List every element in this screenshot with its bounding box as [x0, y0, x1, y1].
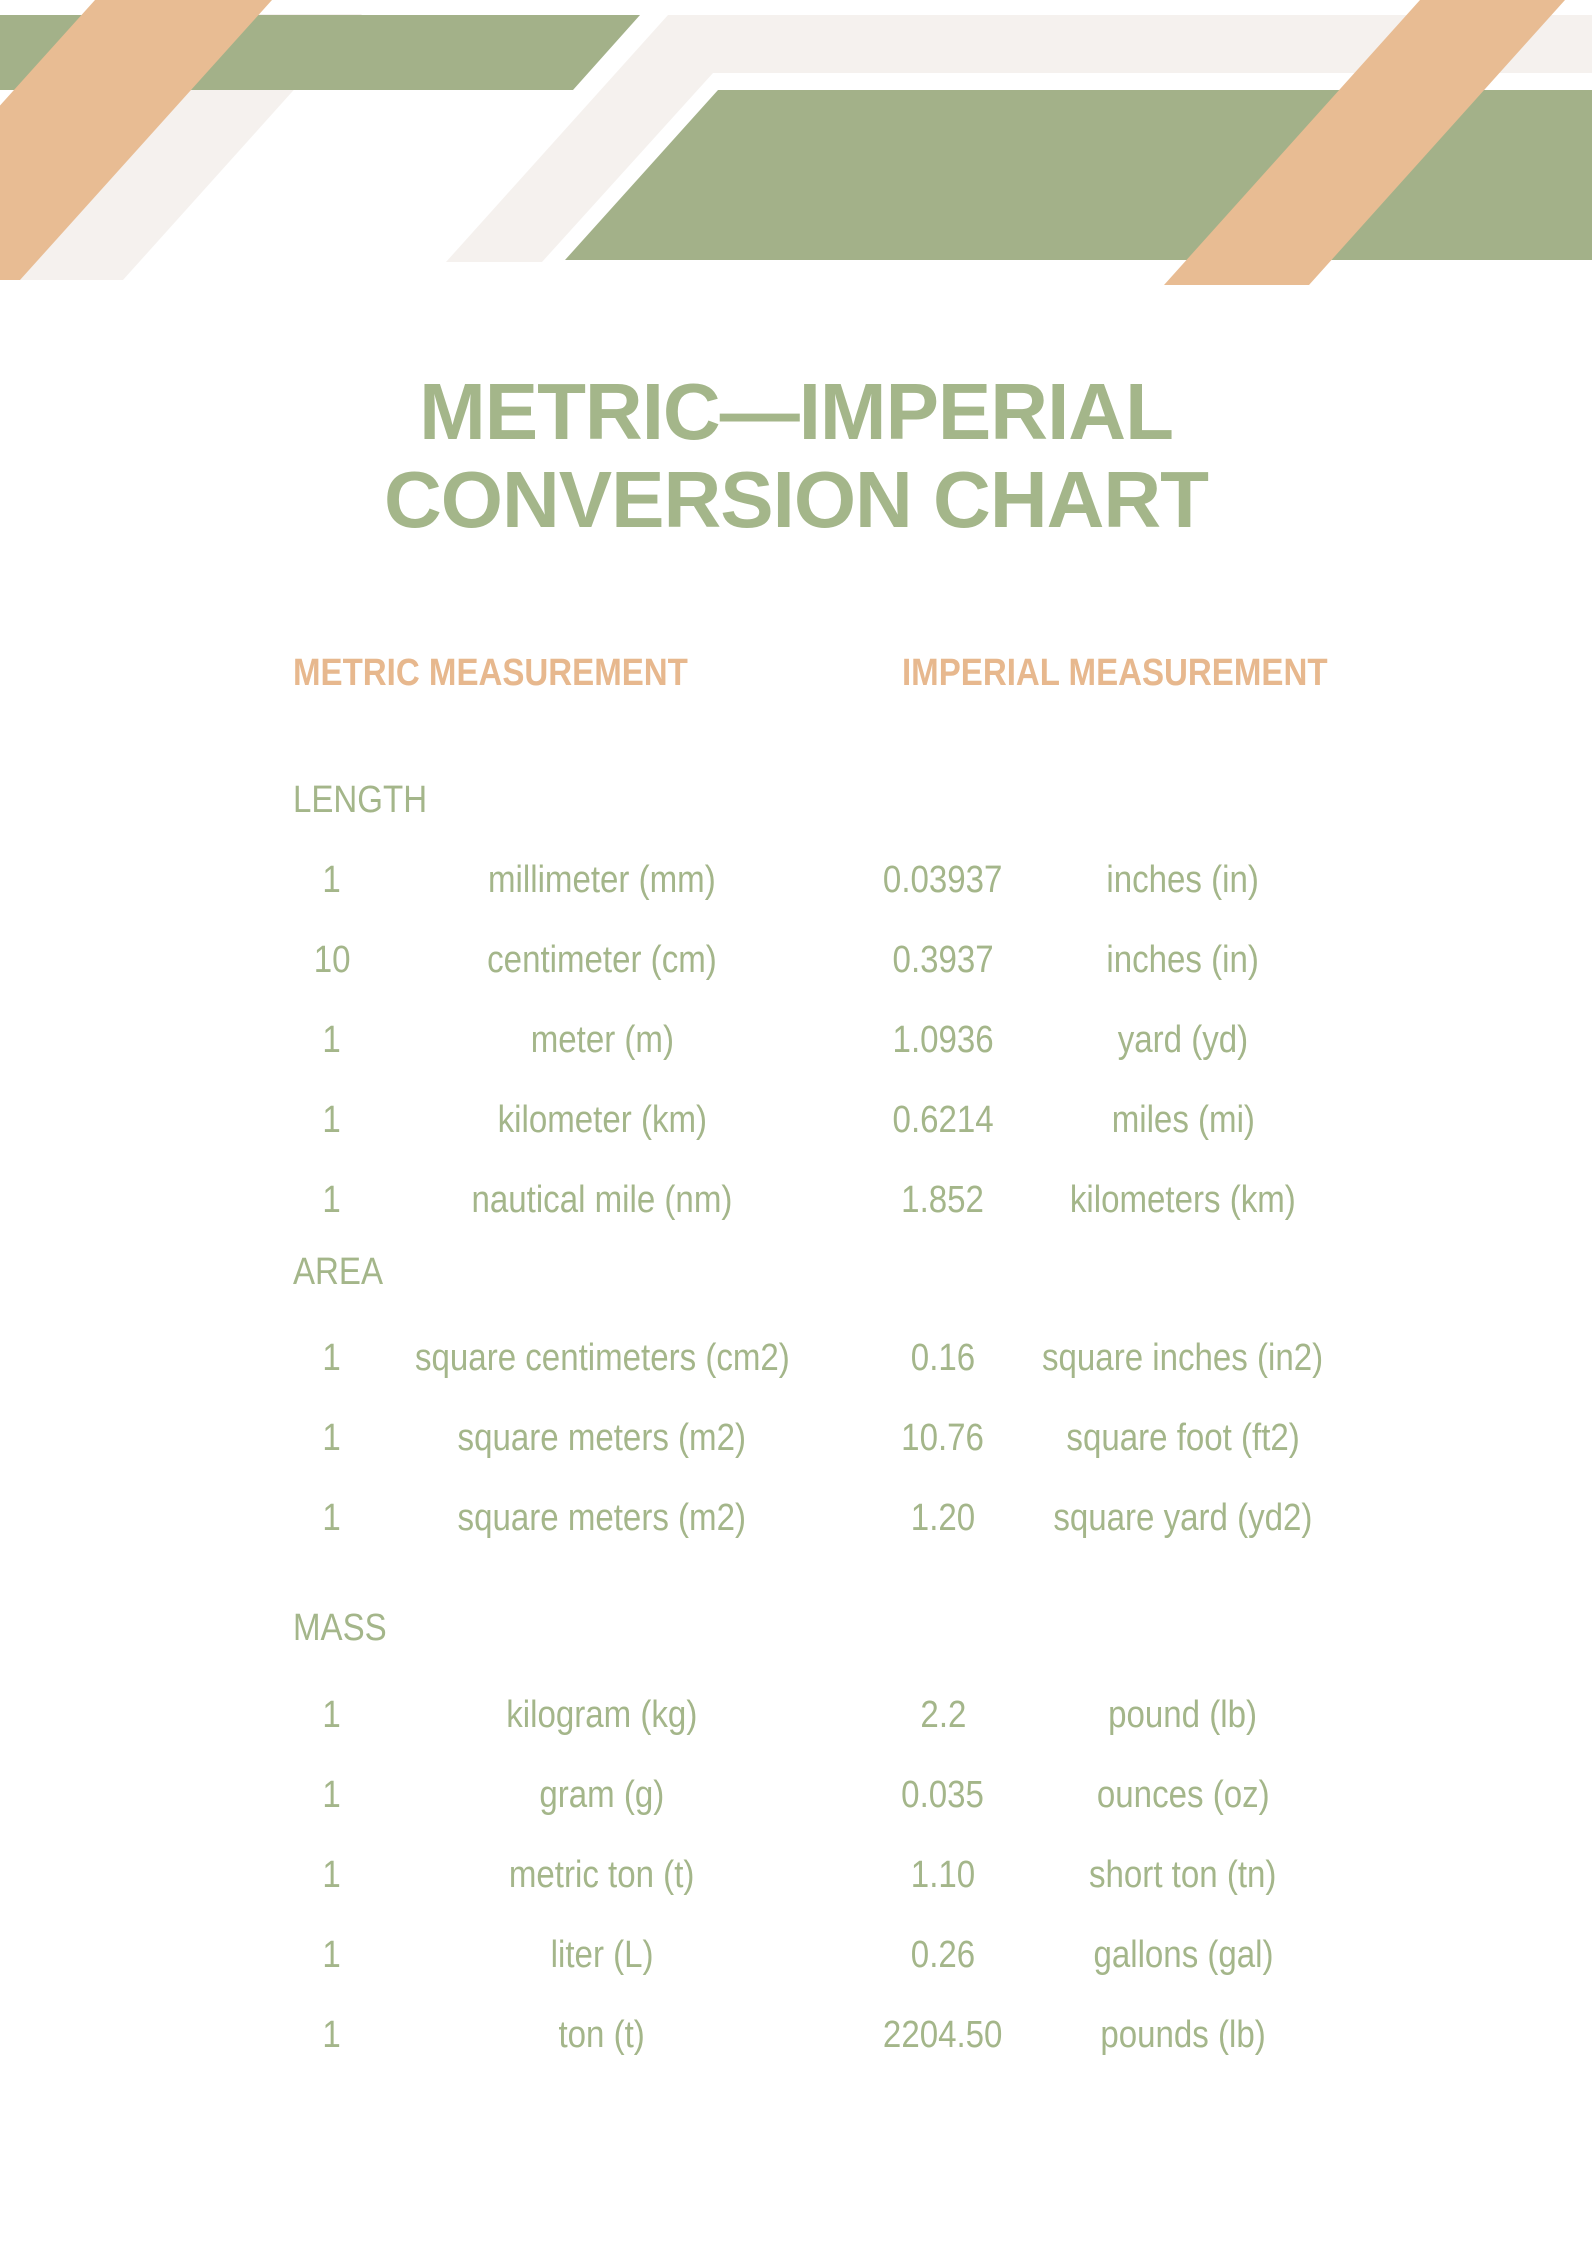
metric-unit-cell: meter (m) [530, 1019, 674, 1061]
section-label-mass: MASS [293, 1607, 387, 1649]
imperial-unit-cell: kilometers (km) [1070, 1179, 1296, 1221]
imperial-unit-cell: yard (yd) [1117, 1019, 1249, 1061]
page-title [0, 368, 1592, 544]
qty-cell: 1 [322, 1099, 342, 1141]
imperial-unit-cell: inches (in) [1106, 859, 1260, 901]
metric-unit-cell: metric ton (t) [509, 1854, 695, 1896]
section-label-length: LENGTH [293, 779, 428, 821]
metric-unit-cell: gram (g) [539, 1774, 665, 1816]
page-title-line2: CONVERSION CHART [383, 455, 1209, 544]
conversion-value-cell: 1.20 [910, 1497, 976, 1539]
imperial-unit-cell: square foot (ft2) [1066, 1417, 1300, 1459]
conversion-value-cell: 0.26 [910, 1934, 976, 1976]
metric-unit-cell: square centimeters (cm2) [414, 1337, 790, 1379]
table-row [0, 1488, 1592, 1548]
qty-cell: 1 [322, 1417, 342, 1459]
metric-unit-cell: square meters (m2) [457, 1497, 747, 1539]
metric-unit-cell: ton (t) [558, 2014, 646, 2056]
conversion-value-cell: 1.0936 [892, 1019, 994, 1061]
table-row [0, 1090, 1592, 1150]
qty-cell: 1 [322, 2014, 342, 2056]
qty-cell: 1 [322, 1854, 342, 1896]
table-row [0, 1170, 1592, 1230]
imperial-unit-cell: pound (lb) [1108, 1694, 1258, 1736]
metric-unit-cell: kilogram (kg) [506, 1694, 698, 1736]
conversion-value-cell: 0.16 [910, 1337, 976, 1379]
conversion-value-cell: 10.76 [901, 1417, 985, 1459]
conversion-value-cell: 0.6214 [892, 1099, 994, 1141]
conversion-value-cell: 1.852 [901, 1179, 985, 1221]
metric-unit-cell: kilometer (km) [497, 1099, 707, 1141]
qty-cell: 1 [322, 1497, 342, 1539]
imperial-column-header: IMPERIAL MEASUREMENT [902, 652, 1328, 694]
table-row [0, 1925, 1592, 1985]
metric-unit-cell: liter (L) [550, 1934, 654, 1976]
page-title-line1: METRIC—IMPERIAL [419, 367, 1173, 456]
qty-cell: 1 [322, 1934, 342, 1976]
table-row [0, 850, 1592, 910]
table-row [0, 1408, 1592, 1468]
conversion-value-cell: 1.10 [910, 1854, 976, 1896]
metric-unit-cell: millimeter (mm) [488, 859, 716, 901]
qty-cell: 10 [313, 939, 351, 981]
metric-unit-cell: centimeter (cm) [487, 939, 717, 981]
imperial-unit-cell: square inches (in2) [1042, 1337, 1324, 1379]
imperial-unit-cell: miles (mi) [1111, 1099, 1255, 1141]
qty-cell: 1 [322, 1774, 342, 1816]
conversion-value-cell: 0.3937 [892, 939, 994, 981]
conversion-value-cell: 0.035 [901, 1774, 985, 1816]
metric-unit-cell: square meters (m2) [457, 1417, 747, 1459]
imperial-unit-cell: ounces (oz) [1096, 1774, 1270, 1816]
table-row [0, 1685, 1592, 1745]
table-row [0, 1845, 1592, 1905]
metric-unit-cell: nautical mile (nm) [471, 1179, 733, 1221]
conversion-value-cell: 2.2 [920, 1694, 966, 1736]
imperial-unit-cell: gallons (gal) [1092, 1934, 1274, 1976]
table-row [0, 1328, 1592, 1388]
conversion-value-cell: 2204.50 [883, 2014, 1003, 2056]
imperial-unit-cell: inches (in) [1106, 939, 1260, 981]
table-row [0, 930, 1592, 990]
qty-cell: 1 [322, 1337, 342, 1379]
qty-cell: 1 [322, 859, 342, 901]
imperial-unit-cell: square yard (yd2) [1053, 1497, 1313, 1539]
section-label-area: AREA [293, 1251, 384, 1293]
qty-cell: 1 [322, 1694, 342, 1736]
decorative-banner [0, 0, 1592, 300]
table-row [0, 1765, 1592, 1825]
qty-cell: 1 [322, 1019, 342, 1061]
table-row [0, 2005, 1592, 2065]
table-row [0, 1010, 1592, 1070]
imperial-unit-cell: short ton (tn) [1089, 1854, 1277, 1896]
metric-column-header: METRIC MEASUREMENT [293, 652, 688, 694]
imperial-unit-cell: pounds (lb) [1100, 2014, 1266, 2056]
qty-cell: 1 [322, 1179, 342, 1221]
conversion-value-cell: 0.03937 [883, 859, 1003, 901]
